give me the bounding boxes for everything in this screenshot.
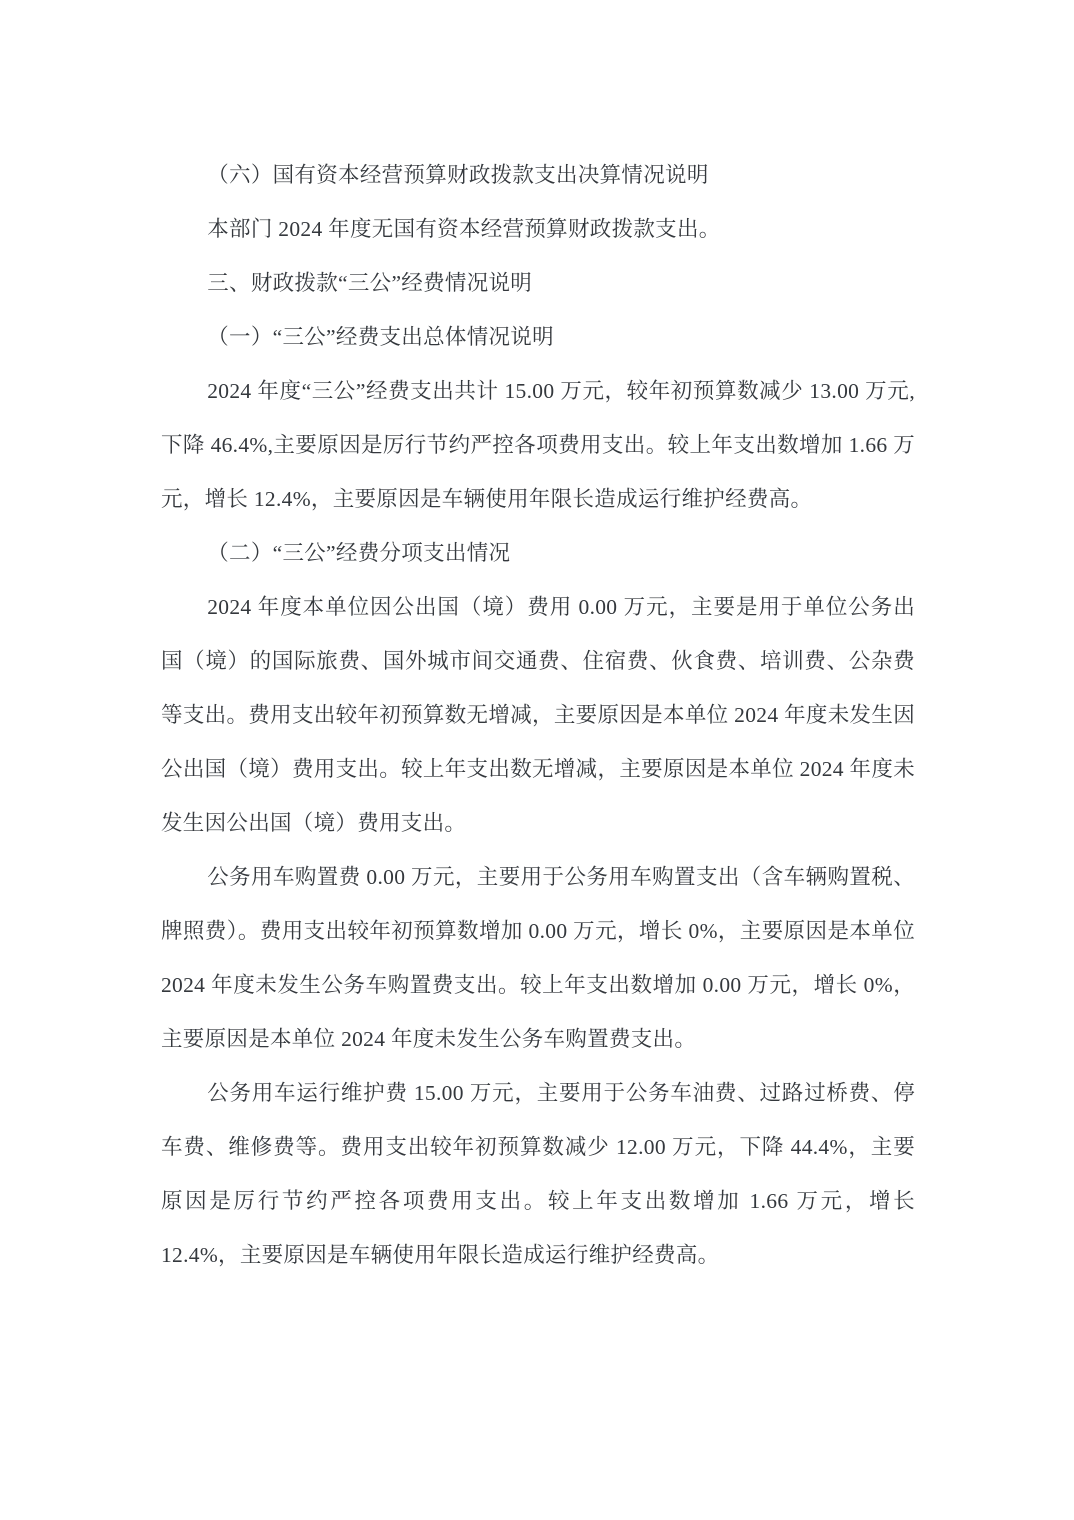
heading-itemized-expenditure-subsection: （二）“三公”经费分项支出情况 (207, 541, 511, 565)
para-overall-three-public-expenditure: 2024 年度“三公”经费支出共计 15.00 万元，较年初预算数减少 13.00 万元,下降 46.4%,主要原因是厉行节约严控各项费用支出。较上年支出数增加 1.66 万元，增长 12.4%，主要原因是车辆使用年限长造成运行维护经费高。 (161, 379, 915, 511)
para-no-state-capital-expenditure: 本部门 2024 年度无国有资本经营预算财政拨款支出。 (207, 217, 721, 241)
para-official-vehicle-maintenance-expense: 公务用车运行维护费 15.00 万元，主要用于公务车油费、过路过桥费、停车费、维修费等。费用支出较年初预算数减少 12.00 万元，下降 44.4%，主要原因是厉行节约严控各项费用支出。较上年支出数增加 1.66 万元，增长 12.4%，主要原因是车辆使用年限长造成运行维护经费高。 (161, 1081, 915, 1267)
heading-state-capital-budget-section: （六）国有资本经营预算财政拨款支出决算情况说明 (207, 163, 709, 187)
para-overseas-travel-expense: 2024 年度本单位因公出国（境）费用 0.00 万元，主要是用于单位公务出国（境）的国际旅费、国外城市间交通费、住宿费、伙食费、培训费、公杂费等支出。费用支出较年初预算数无增减，主要原因是本单位 2024 年度未发生因公出国（境）费用支出。较上年支出数无增减，主要原因是本单位 2024 年度未发生因公出国（境）费用支出。 (161, 595, 915, 835)
heading-three-public-funds-section: 三、财政拨款“三公”经费情况说明 (207, 271, 533, 295)
heading-overall-expenditure-subsection: （一）“三公”经费支出总体情况说明 (207, 325, 554, 349)
para-official-vehicle-purchase-expense: 公务用车购置费 0.00 万元，主要用于公务用车购置支出（含车辆购置税、牌照费）。费用支出较年初预算数增加 0.00 万元，增长 0%，主要原因是本单位 2024 年度未发生公务车购置费支出。较上年支出数增加 0.00 万元，增长 0%，主要原因是本单位 2024 年度未发生公务车购置费支出。 (161, 865, 915, 1051)
